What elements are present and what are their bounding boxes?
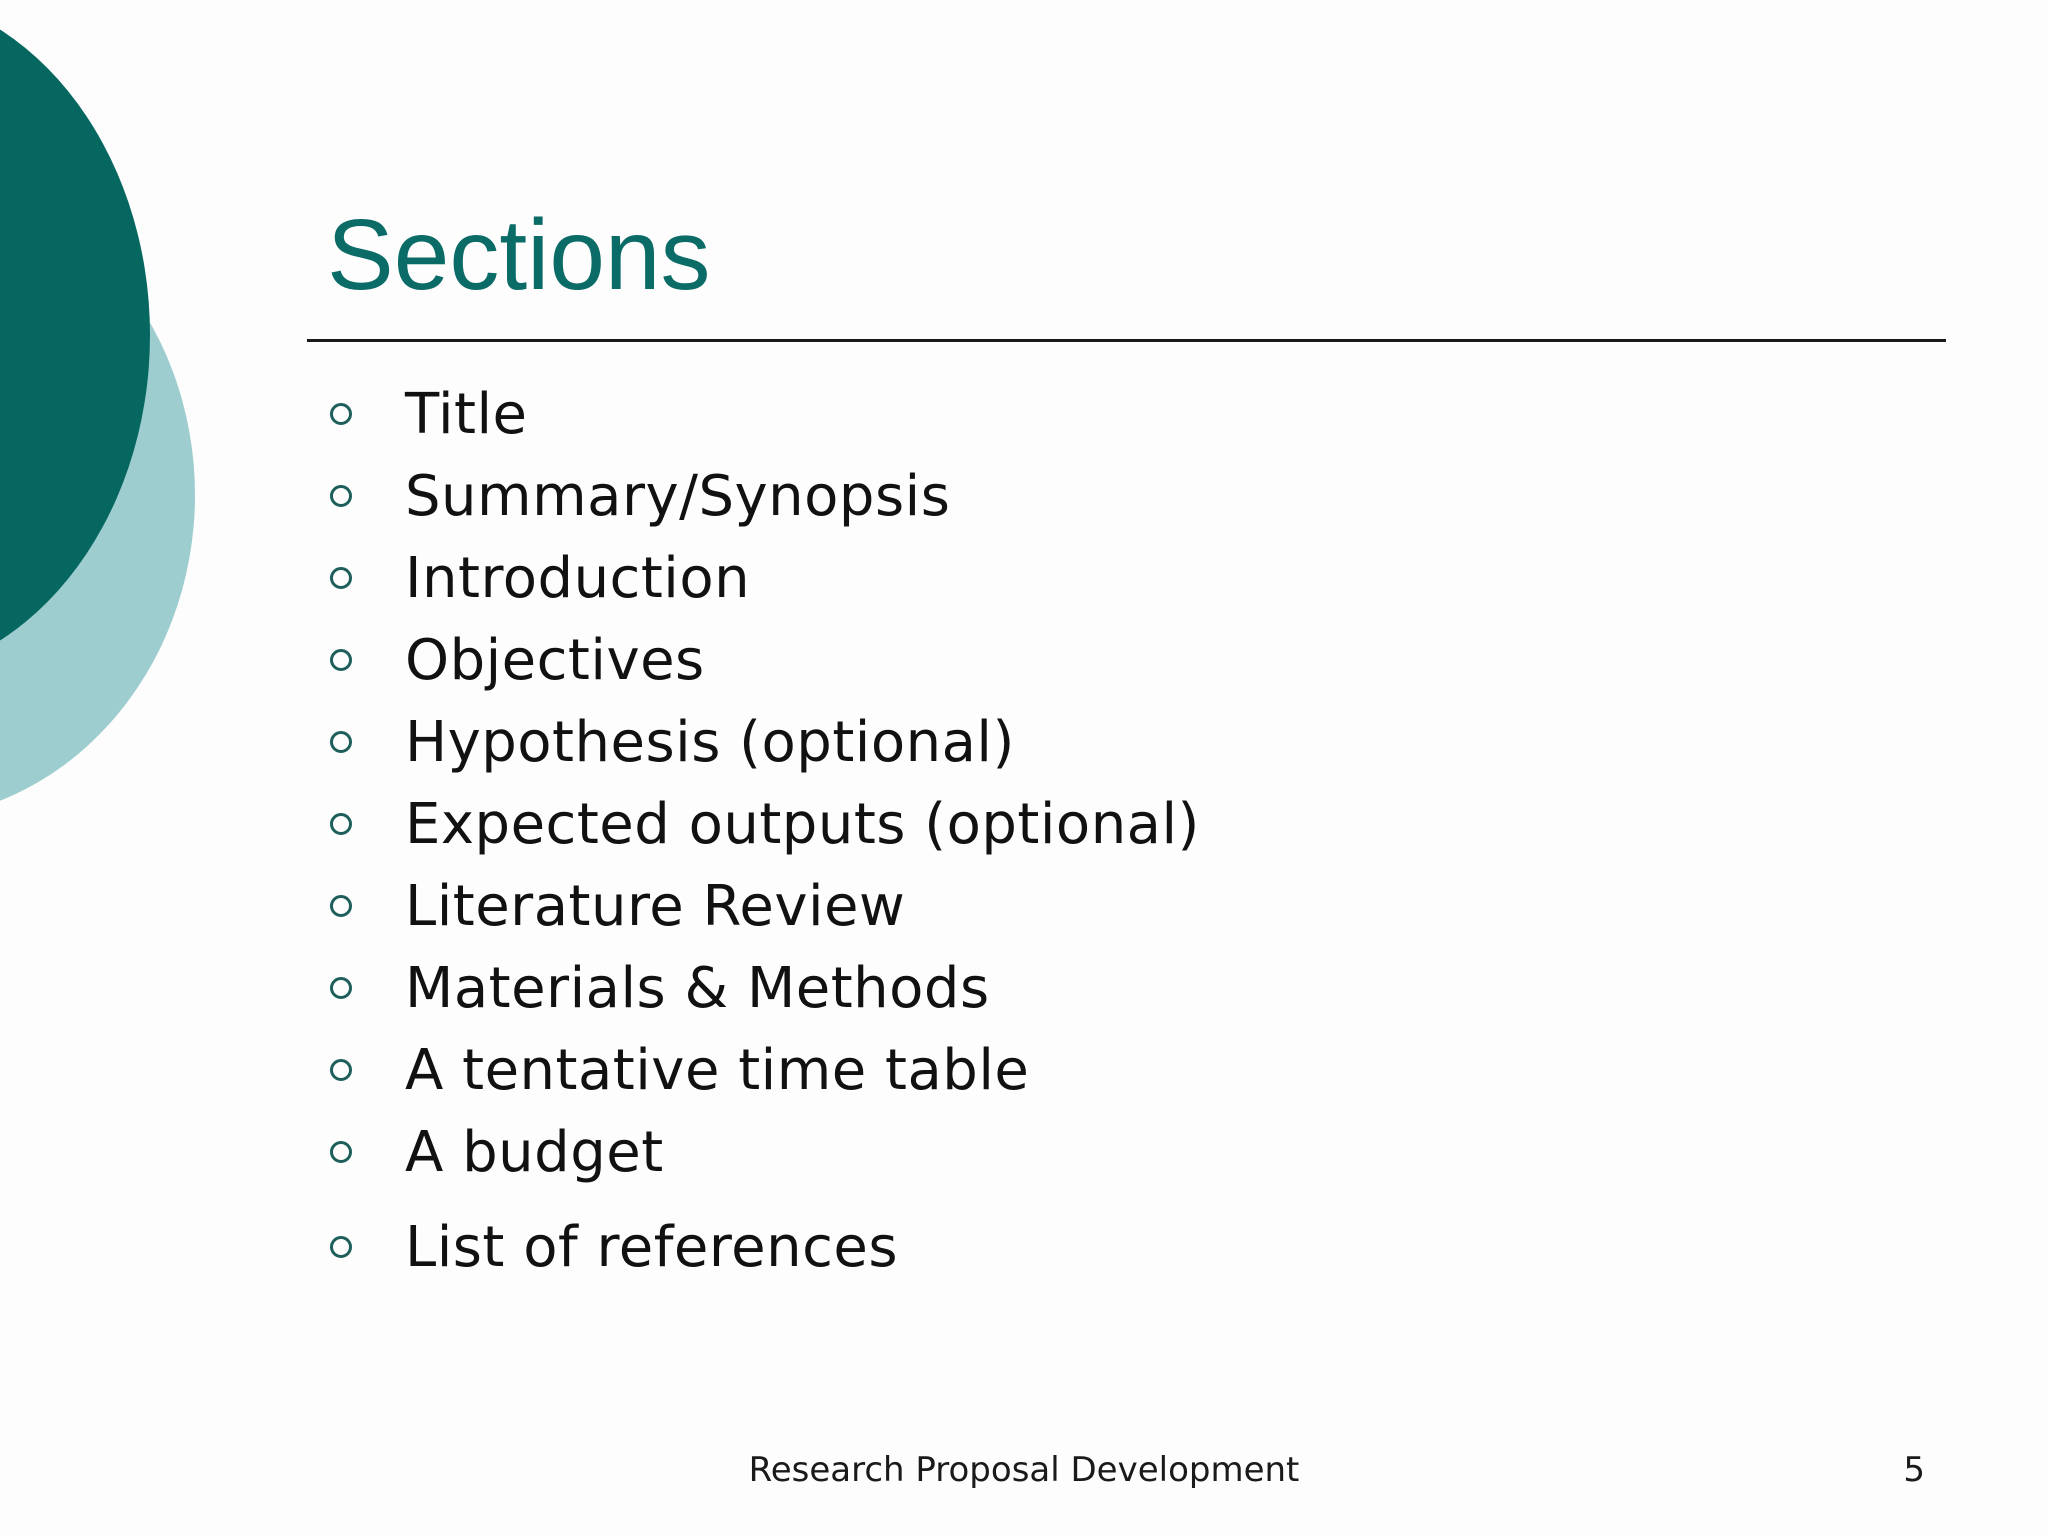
list-item-text: Hypothesis (optional) [405,709,1015,775]
list-item [330,1206,898,1288]
list-item [330,783,1200,865]
list-item [330,373,528,455]
circle-bullet-icon [330,731,352,753]
list-item [330,701,1015,783]
circle-bullet-icon [330,1059,352,1081]
circle-bullet-icon [330,1236,352,1258]
circle-bullet-icon [330,977,352,999]
circle-bullet-icon [330,403,352,425]
circle-bullet-icon [330,649,352,671]
list-item-text: Objectives [405,627,705,693]
circle-bullet-icon [330,567,352,589]
list-item [330,865,905,947]
list-item [330,947,990,1029]
circle-bullet-icon [330,895,352,917]
list-item [330,537,750,619]
list-item-text: A budget [405,1119,664,1185]
list-item [330,1029,1029,1111]
list-item-text: Introduction [405,545,751,611]
list-item [330,1111,664,1193]
list-item [330,619,705,701]
list-item-text: A tentative time table [405,1037,1030,1103]
list-item-text: List of references [405,1214,899,1280]
title-divider [307,339,1946,342]
page-number: 5 [1903,1450,1925,1490]
list-item-text: Title [405,381,528,447]
slide-title: Sections [327,199,711,311]
list-item-text: Literature Review [405,873,906,939]
circle-bullet-icon [330,485,352,507]
circle-bullet-icon [330,813,352,835]
footer-text: Research Proposal Development [748,1450,1300,1490]
list-item [330,455,950,537]
list-item-text: Materials & Methods [405,955,990,1021]
list-item-text: Summary/Synopsis [405,463,951,529]
list-item-text: Expected outputs (optional) [405,791,1200,857]
circle-bullet-icon [330,1141,352,1163]
